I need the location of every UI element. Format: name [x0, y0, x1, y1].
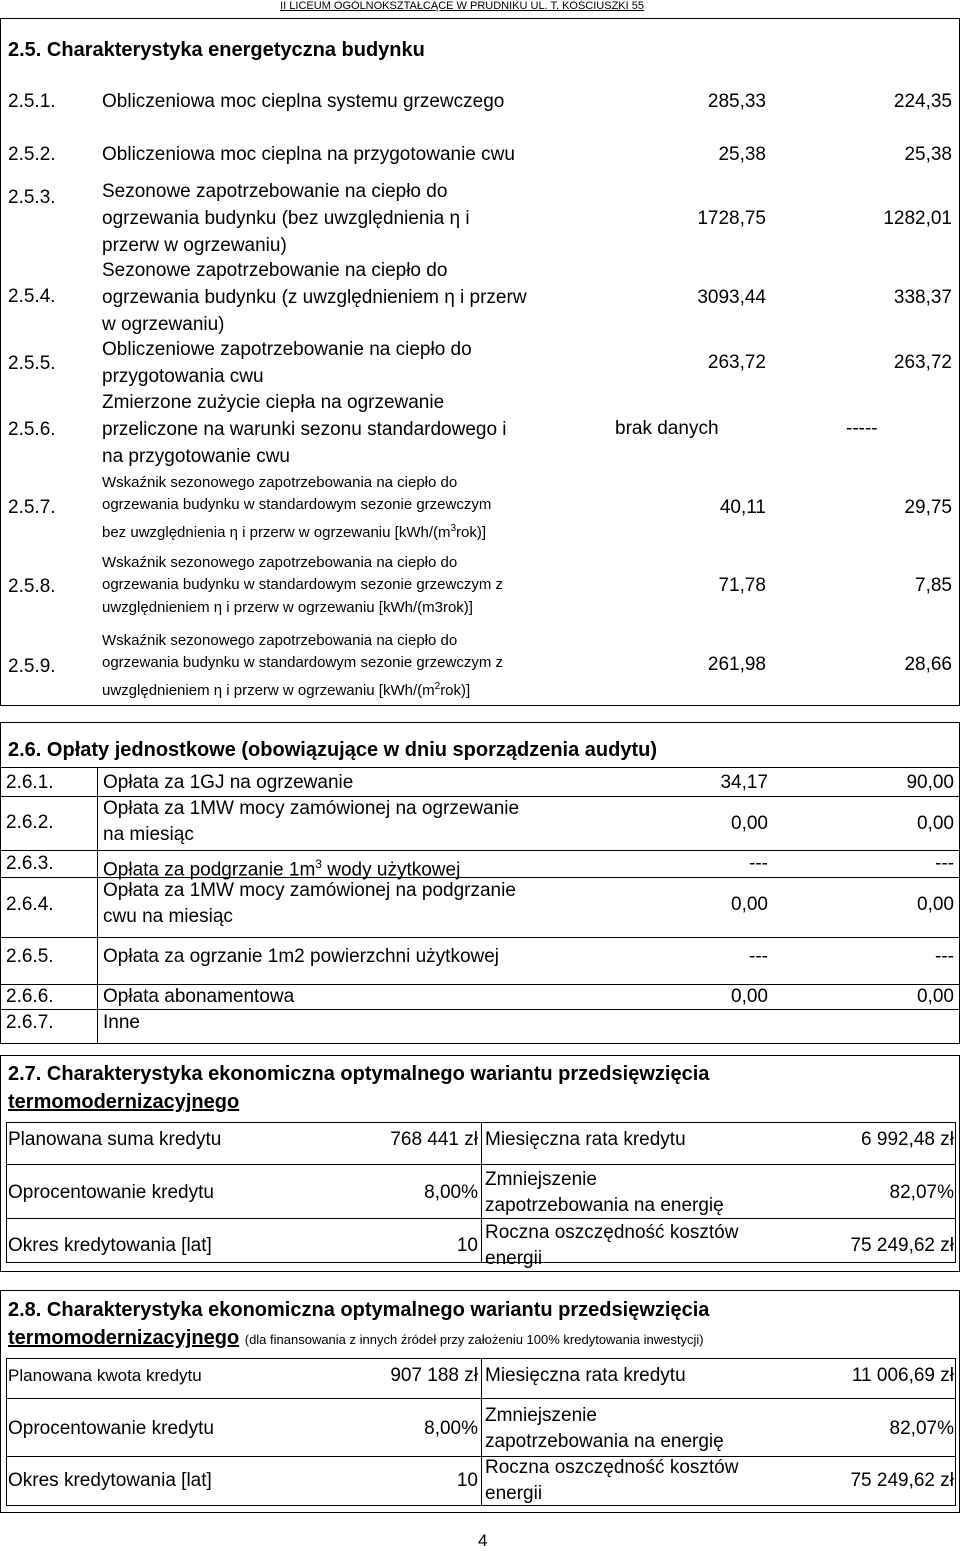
value-planned-credit: 907 188 zł: [390, 1365, 478, 1386]
section-2-8-title: 2.8. Charakterystyka ekonomiczna optymalnego wariantu przedsięwzięcia: [8, 1299, 710, 1321]
label-annual-savings-2: energii: [485, 1248, 543, 1269]
section-2-7-subtitle: termomodernizacyjnego: [8, 1091, 240, 1113]
divider: [0, 767, 960, 768]
label-credit-period: Okres kredytowania [lat]: [8, 1470, 212, 1491]
page-number: 4: [478, 1531, 488, 1550]
label-credit-period: Okres kredytowania [lat]: [8, 1235, 212, 1256]
column-divider: [481, 1122, 482, 1263]
value-credit-period: 10: [456, 1470, 478, 1491]
divider: [0, 850, 960, 851]
label-demand-reduction-2: zapotrzebowania na energię: [485, 1431, 724, 1452]
section-2-7-title: 2.7. Charakterystyka ekonomiczna optymalnego wariantu przedsięwzięcia: [8, 1063, 710, 1085]
label-annual-savings-2: energii: [485, 1483, 543, 1504]
divider: [0, 937, 960, 938]
section-2-5-title: 2.5. Charakterystyka energetyczna budynku: [8, 39, 425, 61]
column-divider: [97, 767, 98, 1043]
section-2-6-title: 2.6. Opłaty jednostkowe (obowiązujące w dniu sporządzenia audytu): [8, 739, 657, 761]
column-divider: [481, 1358, 482, 1506]
label-demand-reduction: Zmniejszenie: [485, 1405, 597, 1426]
divider: [0, 1009, 960, 1010]
label-monthly-installment: Miesięczna rata kredytu: [485, 1365, 686, 1386]
label-demand-reduction: Zmniejszenie: [485, 1169, 597, 1190]
section-2-8-subtitle: termomodernizacyjnego (dla finansowania z innych źródeł przy założeniu 100% kredytowania inwestycji): [8, 1327, 704, 1349]
label-demand-reduction-2: zapotrzebowania na energię: [485, 1195, 724, 1216]
value-annual-savings: 75 249,62 zł: [850, 1235, 954, 1256]
value-monthly-installment: 6 992,48 zł: [861, 1129, 954, 1150]
value-monthly-installment: 11 006,69 zł: [851, 1365, 954, 1386]
value-credit-period: 10: [456, 1235, 478, 1256]
value-demand-reduction: 82,07%: [889, 1182, 954, 1203]
label-interest: Oprocentowanie kredytu: [8, 1182, 214, 1203]
value-demand-reduction: 82,07%: [889, 1418, 954, 1439]
value-interest: 8,00%: [424, 1418, 478, 1439]
page-header: II LICEUM OGÓLNOKSZTAŁCĄCE W PRUDNIKU UL. T. KOŚCIUSZKI 55: [280, 0, 644, 12]
label-annual-savings: Roczna oszczędność kosztów: [485, 1222, 739, 1243]
label-planned-credit: Planowana suma kredytu: [8, 1129, 222, 1150]
label-annual-savings: Roczna oszczędność kosztów: [485, 1457, 739, 1478]
value-interest: 8,00%: [424, 1182, 478, 1203]
divider: [0, 877, 960, 878]
label-interest: Oprocentowanie kredytu: [8, 1418, 214, 1439]
value-planned-credit: 768 441 zł: [390, 1129, 478, 1150]
label-planned-credit: Planowana kwota kredytu: [8, 1366, 202, 1385]
label-monthly-installment: Miesięczna rata kredytu: [485, 1129, 686, 1150]
value-annual-savings: 75 249,62 zł: [850, 1470, 954, 1491]
